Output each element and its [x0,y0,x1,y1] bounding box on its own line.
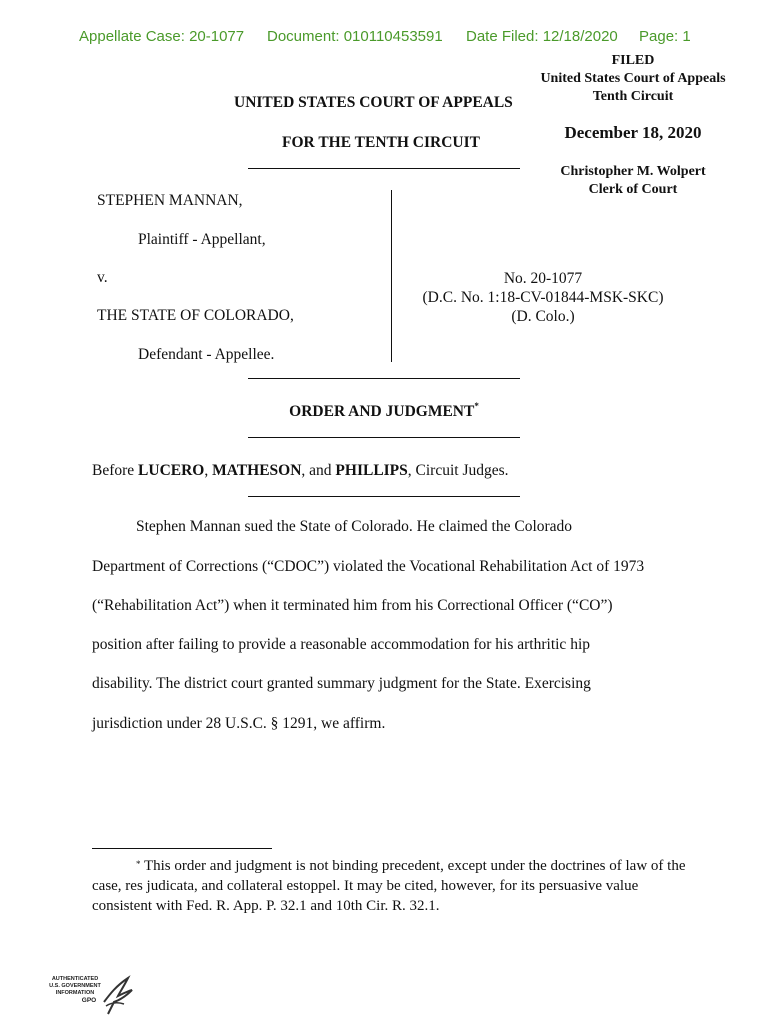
plaintiff-name: STEPHEN MANNAN, [97,192,243,209]
panel-suffix: , Circuit Judges. [407,462,509,479]
caption-divider [391,190,392,362]
body-line: position after failing to provide a reasonable accommodation for his arthritic hip [92,636,590,653]
panel-before: Before [92,462,139,479]
body-line: disability. The district court granted summary judgment for the State. Exercising [92,675,591,692]
case-numbers [403,269,683,326]
footnote [92,856,692,916]
panel-line [92,462,509,480]
panel-sep2: , and [301,462,336,479]
defendant-role: Defendant - Appellee. [138,346,275,363]
panel-sep1: , [204,462,213,479]
divider [248,437,520,438]
footnote-text: This order and judgment is not binding precedent, except under the doctrines of law of the case, res judicata, and collateral estoppel. It may be cited, however, for its persuasive value consistent with Fed. R. App. P. 32.1 and 10th Cir. R. 32.1. [92,858,686,914]
footnote-rule [92,848,272,849]
filed-court: United States Court of Appeals [540,71,726,86]
gpo-authenticated-logo [44,972,134,1016]
court-circuit: FOR THE TENTH CIRCUIT [282,134,480,151]
body-line: jurisdiction under 28 U.S.C. § 1291, we affirm. [92,715,386,732]
gpo-line: GPO [81,997,97,1004]
judge-matheson: MATHESON [212,462,302,479]
header-date-filed: Date Filed: 12/18/2020 [466,28,618,45]
body-line: Department of Corrections (“CDOC”) violated the Vocational Rehabilitation Act of 1973 [92,558,645,575]
plaintiff-role: Plaintiff - Appellant, [138,231,266,248]
order-footnote-mark: * [474,401,479,411]
gpo-line: INFORMATION [55,990,95,996]
clerk-title: Clerk of Court [588,182,678,197]
filed-date: December 18, 2020 [564,123,702,142]
district-case-number: (D.C. No. 1:18-CV-01844-MSK-SKC) [422,289,664,306]
divider [248,168,520,169]
body-line: (“Rehabilitation Act”) when it terminated him from his Correctional Officer (“CO”) [92,597,613,614]
header-document: Document: 010110453591 [267,28,443,45]
defendant-name: THE STATE OF COLORADO, [97,307,294,324]
eagle-icon [98,972,138,1016]
gpo-line: AUTHENTICATED [51,976,99,982]
court-title: UNITED STATES COURT OF APPEALS [234,94,513,111]
divider [248,496,520,497]
body-line: Stephen Mannan sued the State of Colorado. He claimed the Colorado [136,518,573,535]
divider [248,378,520,379]
judge-phillips: PHILLIPS [335,462,408,479]
header-case: Appellate Case: 20-1077 [79,28,245,45]
filed-circuit: Tenth Circuit [592,89,674,104]
district: (D. Colo.) [511,308,575,325]
footnote-mark: * [136,859,141,869]
gpo-line: U.S. GOVERNMENT [49,983,101,989]
filed-label: FILED [611,53,655,68]
order-title-text: ORDER AND JUDGMENT [289,403,475,420]
header-page: Page: 1 [639,28,691,45]
versus: v. [97,269,108,286]
clerk-block [528,163,738,199]
filed-stamp [528,52,738,106]
judge-lucero: LUCERO [138,462,205,479]
order-title [248,403,520,421]
clerk-name: Christopher M. Wolpert [560,164,706,179]
case-number: No. 20-1077 [503,270,583,287]
